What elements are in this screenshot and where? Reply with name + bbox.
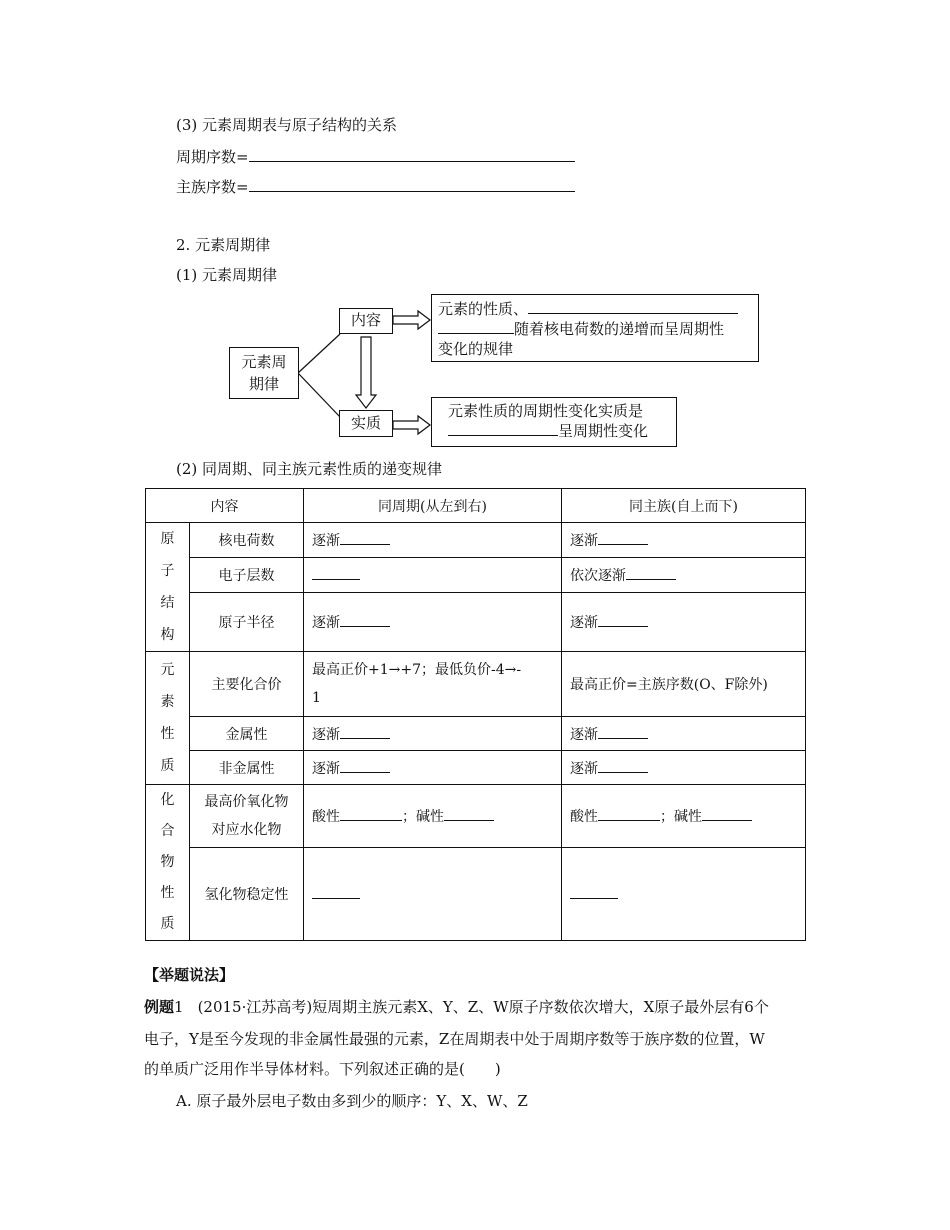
content-text-1: 元素的性质、 bbox=[438, 300, 529, 318]
table-row bbox=[146, 785, 806, 848]
table-row bbox=[146, 751, 806, 785]
answer-blank[interactable] bbox=[340, 760, 390, 773]
content-text-3: 变化的规律 bbox=[438, 340, 514, 358]
row-label-atomic-radius: 原子半径 bbox=[190, 593, 304, 652]
cell-period-acid-base: 酸性 ；碱性 bbox=[304, 785, 562, 848]
table-header-row bbox=[146, 489, 806, 523]
row-label-nonmetallic: 非金属性 bbox=[190, 751, 304, 785]
example-number: 1 bbox=[174, 998, 184, 1016]
section2-sub1: (1) 元素周期律 bbox=[176, 266, 278, 284]
example-text-1: (2015·江苏高考)短周期主族元素X、Y、Z、W原子序数依次增大，X原子最外层有6个 bbox=[197, 998, 769, 1016]
header-group: 同主族(自上而下) bbox=[562, 489, 806, 523]
answer-blank[interactable] bbox=[598, 760, 648, 773]
periodic-law-diagram bbox=[0, 0, 950, 460]
answer-blank[interactable] bbox=[312, 886, 360, 899]
essence-blank[interactable] bbox=[448, 421, 558, 436]
answer-blank[interactable] bbox=[340, 808, 402, 821]
table-row bbox=[146, 593, 806, 652]
row-label-metallic: 金属性 bbox=[190, 717, 304, 751]
example-option-a[interactable]: A. 原子最外层电子数由多到少的顺序：Y、X、W、Z bbox=[176, 1092, 528, 1110]
right-double-arrow-upper bbox=[393, 311, 430, 329]
diagram-center-box: 元素周 期律 bbox=[229, 347, 299, 399]
answer-blank[interactable] bbox=[570, 886, 618, 899]
essence-text-2: 呈周期性变化 bbox=[558, 422, 649, 440]
cell-period-hydride-stability bbox=[304, 848, 562, 941]
cell-group-acid-base: 酸性 ；碱性 bbox=[562, 785, 806, 848]
category-atomic-structure: 原 子 结 构 bbox=[146, 523, 190, 652]
example-line-3: 的单质广泛用作半导体材料。下列叙述正确的是( ) bbox=[144, 1060, 501, 1078]
cell-group-metallic: 逐渐 bbox=[562, 717, 806, 751]
table-row bbox=[146, 652, 806, 717]
property-trend-table bbox=[145, 488, 806, 941]
answer-blank[interactable] bbox=[598, 532, 648, 545]
content-text-2: 随着核电荷数的递增而呈周期性 bbox=[514, 320, 725, 338]
branch-line-up bbox=[298, 334, 340, 373]
answer-blank[interactable] bbox=[598, 808, 660, 821]
answer-blank[interactable] bbox=[598, 726, 648, 739]
content-label-box: 内容 bbox=[339, 308, 393, 334]
row-label-hydride-stability: 氢化物稳定性 bbox=[190, 848, 304, 941]
right-double-arrow-lower bbox=[393, 416, 430, 434]
essence-label-box: 实质 bbox=[339, 410, 393, 437]
answer-blank[interactable] bbox=[340, 532, 390, 545]
answer-blank[interactable] bbox=[626, 567, 676, 580]
section2-heading: 2. 元素周期律 bbox=[176, 236, 271, 254]
table-row bbox=[146, 523, 806, 558]
cell-period-valence: 最高正价+1→+7；最低负价-4→- 1 bbox=[304, 652, 562, 717]
down-double-arrow bbox=[356, 337, 376, 408]
cell-period-metallic: 逐渐 bbox=[304, 717, 562, 751]
answer-blank[interactable] bbox=[598, 614, 648, 627]
essence-description-box bbox=[431, 397, 677, 447]
example-label: 例题 bbox=[144, 998, 175, 1016]
example-line-2: 电子，Y是至今发现的非金属性最强的元素，Z在周期表中处于周期序数等于族序数的位置，W bbox=[144, 1030, 765, 1048]
answer-blank[interactable] bbox=[340, 726, 390, 739]
example-line-1 bbox=[144, 996, 769, 1017]
row-label-electron-shells: 电子层数 bbox=[190, 558, 304, 593]
cell-period-nonmetallic: 逐渐 bbox=[304, 751, 562, 785]
cell-group-atomic-radius: 逐渐 bbox=[562, 593, 806, 652]
row-label-nuclear-charge: 核电荷数 bbox=[190, 523, 304, 558]
row-label-valence: 主要化合价 bbox=[190, 652, 304, 717]
table-row bbox=[146, 717, 806, 751]
cell-group-hydride-stability bbox=[562, 848, 806, 941]
cell-group-valence: 最高正价=主族序数(O、F除外) bbox=[562, 652, 806, 717]
answer-blank[interactable] bbox=[340, 614, 390, 627]
content-description-box bbox=[431, 294, 759, 362]
table-row bbox=[146, 558, 806, 593]
group-number-label: 主族序数= bbox=[176, 178, 249, 196]
branch-line-down bbox=[298, 373, 340, 417]
example-section-title: 【举题说法】 bbox=[144, 966, 235, 984]
content-blank-2[interactable] bbox=[438, 319, 514, 334]
category-element-properties: 元 素 性 质 bbox=[146, 652, 190, 785]
cell-group-nonmetallic: 逐渐 bbox=[562, 751, 806, 785]
category-compound-properties: 化 合 物 性 质 bbox=[146, 785, 190, 941]
row-label-oxide-hydrate: 最高价氧化物 对应水化物 bbox=[190, 785, 304, 848]
essence-text-1: 元素性质的周期性变化实质是 bbox=[448, 402, 644, 420]
section2-sub2: (2) 同周期、同主族元素性质的递变规律 bbox=[176, 460, 443, 478]
period-number-label: 周期序数= bbox=[176, 148, 249, 166]
answer-blank[interactable] bbox=[702, 808, 752, 821]
answer-blank[interactable] bbox=[444, 808, 494, 821]
content-blank-1[interactable] bbox=[528, 299, 738, 314]
header-period: 同周期(从左到右) bbox=[304, 489, 562, 523]
cell-period-atomic-radius: 逐渐 bbox=[304, 593, 562, 652]
cell-group-electron-shells: 依次逐渐 bbox=[562, 558, 806, 593]
header-content: 内容 bbox=[146, 489, 304, 523]
cell-period-electron-shells bbox=[304, 558, 562, 593]
section3-heading: (3) 元素周期表与原子结构的关系 bbox=[176, 116, 398, 134]
table-row bbox=[146, 848, 806, 941]
cell-period-nuclear-charge: 逐渐 bbox=[304, 523, 562, 558]
answer-blank[interactable] bbox=[312, 567, 360, 580]
cell-group-nuclear-charge: 逐渐 bbox=[562, 523, 806, 558]
